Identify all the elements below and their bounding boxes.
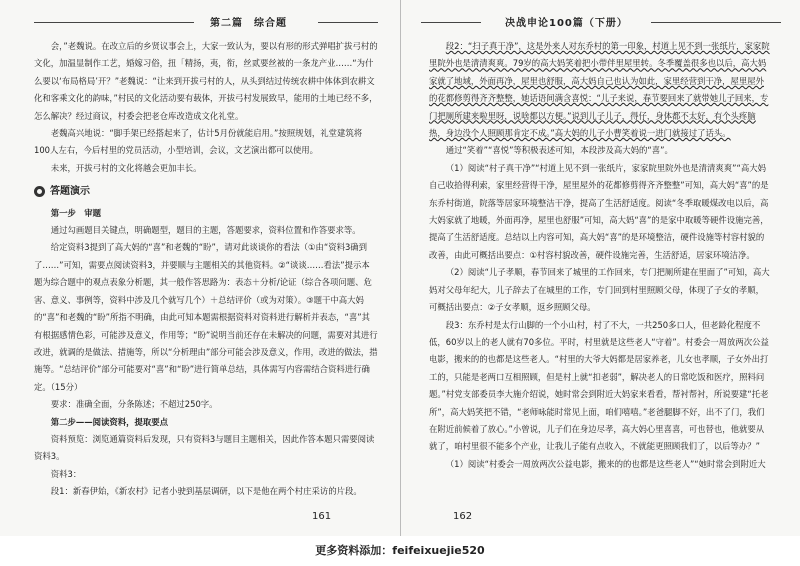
- section-heading: [34, 183, 378, 200]
- paragraph: 通过勾画题目关键点，明确题型，题目的主题，答题要求，资料位置和作答要求等。: [50, 225, 361, 236]
- paragraph: （2）阅读“儿子孝顺，春节回来了城里的工作回来，专门把厕所建在里面了”可知，高大妈对父母年纪大，儿子辞去了在城里的工作，专门回到村里照顾父母，体现了子女的孝顺，可概括出要点：②子女孝顺，返乡照顾父母。: [429, 267, 770, 313]
- paragraph: 段1：新春伊始，《新农村》记者小驶到基层调研，以下是他在两个村庄采访的片段。: [50, 486, 362, 497]
- section-title: 答题演示: [50, 186, 90, 198]
- left-header-rule: [34, 22, 194, 23]
- step-label: 第二步——阅读资料，提取要点: [50, 416, 169, 427]
- left-running-header: 第二篇 综合题: [210, 18, 287, 29]
- bullet-circle-icon: [34, 186, 45, 197]
- paragraph: 要求：准确全面，分条陈述；不超过250字。: [50, 399, 218, 410]
- page-number: 161: [312, 511, 332, 522]
- right-header-rule: [651, 22, 781, 23]
- paragraph: 资料预览：浏览通篇资料后发现，只有资料3与题目主题相关，因此作答本题只需要阅读资料3。: [34, 433, 375, 462]
- paragraph: 给定资料3提到了高大妈的“喜”和老魏的“盼”，请对此谈谈你的看法（①由“资料3确到了……”可知，需要点阅读资料3，并要顺与主题相关的其他资料。②“谈谈……看法”提示本题为综合题中的观点表象分析题，其一般作答思路为：表态＋分析/论证（综合各项问题、危害、意义、事例等，资料中涉及几个就写几个）＋总结评价（或为对策）。③题干中高大妈的“喜”和老魏的“盼”所指不明确，由此可知本题需根据资料对资料进行解析并表态，“喜”其有根据感情色彩，可能涉及意义，作用等；“盼”说明当前还存在未解决的问题，需要对其进行改进，就调的是做法、措施等，所以“分析理由”部分可能会涉及意义，作用，改进的做法，措施等。“总结评价”部分可能要对“喜”和“盼”进行简单总结，具体需写内容需结合资料进行确定。（15分）: [34, 242, 378, 392]
- paragraph: 资料3：: [50, 468, 82, 479]
- paragraph: 会，”老魏说。在改立后的乡贤议事会上，大家一致认为，要以有形的形式弹唱扩拔弓村的文化，加温显制作工艺，婚嫁习俗，扭「精扬，夷，衔，丝贰要丝被的一条龙产业……“为什么要以‘布局格局’开？”老魏说：“让来到开拔弓村的人，从头到结过传统农耕中体体到农耕文化和客乘文化的韵味，”村民的文化活动要有载体，开拔弓村发展致早，能用的土地已经不多，怎么解决？经过商议，村委会把老仓库改造成文化礼堂。: [34, 41, 378, 121]
- left-body: [34, 38, 378, 501]
- paragraph: 未来，开拔弓村的文化将越会更加丰长。: [50, 162, 202, 173]
- footer-note: 更多资料添加：feifeixuejie520: [0, 536, 800, 566]
- paragraph: （1）阅读“村子真干净”“村道上见不到一张纸片，家家院里院外也是清清爽爽”“高大妈自己收拾得利索，家里经营得干净，屋里屋外的花都修剪得齐齐整整”可知，高大妈“喜”的是东乔村街道，院落等居家环境整洁干净，提高了生活舒适度。阅读“冬季取暖煤改电以后，高大妈家就了地暖，外面再净，屋里也舒服”可知，高大妈“喜”的是家中取暖等硬件设施完善，提高了生活舒适度。总结以上内容可知，高大妈“喜”的是环境整洁，硬件设施等村容村貌的改善，由此可概括出要点：①村容村貌改善，硬件设施完善，生活舒适，居家环境洁净。: [429, 162, 769, 260]
- right-body: [429, 38, 771, 473]
- left-header-rule-right: [318, 22, 378, 23]
- right-running-header: 决战申论100篇（下册）: [505, 18, 628, 29]
- right-header-rule-left: [421, 22, 481, 23]
- paragraph: 段2：“扫子真干净”，这是外来人对东乔村的第一印象，村道上见不到一张纸片，家家院里院外也是清清爽爽。79岁的高大妈笑着把小带伴里屋里转。冬季覆盖很多也以后，高大妈家就了地域，外面再净，屋里也舒服，高大妈自己也认为如此，家里经营到干净，屋里屋外的花都修剪得齐齐整整，她话语间满含喜悦：“儿子来说，春节要回来了就带她儿子回来，专门把厕所建来啦里呀，说啥都以方便。”说到儿子儿子，得仔，身体都不太好，有个头疼脑热，身边没个人照顾那肯定不成。”高大妈的儿子小曹笑着说一进门就接过了话头。: [429, 41, 770, 139]
- right-page: [400, 0, 800, 536]
- paragraph: （1）阅读“村委会一周放两次公益电影，搬来的的也都是这些老人”“她时常会到附近大: [445, 458, 766, 469]
- paragraph: 老魏高兴地说：“脚手架已经搭起来了，估计5月份就能启用。”按照规划，礼堂建筑将100人左右，今后村里的党员活动，小型培训，会议，文艺演出都可以使用。: [34, 128, 363, 156]
- step-label: 第一步 审题: [50, 207, 102, 218]
- paragraph: 段3：东乔村是太行山脚的一个小山村，村了不大，一共250多口人，但老龄化程度不低，60岁以上的老人就有70多位。平时，村里就是这些老人“守着”。村委会一周放两次公益电影，搬来的的也都是这些老人。“村里的大爷大妈都是居家养老，儿女也孝顺，子女外出打工的，只能是老两口互相照顾，但是村上就“扣老弱”，解决老人的日常吃饭和医疗，照料问题。”村党支部委员李大施介绍说，她时常会到附近大妈家来看看，帮衬帮衬，所说要建“托老所”，高大妈笑把不错，“老师咏能时常见上面，咱们嘻嘻。”老爸腿脚不好，出不了门，我们在附近前候着了放心。”小曾说，儿子们在身边尽孝，高大妈心里喜喜，可也替也，他就要从就了，咱村里很不能多个产业，让我儿子能有点收入，不就能更照顾我们了，以后等办？”: [429, 319, 769, 452]
- left-page: [0, 0, 400, 536]
- page-number: 162: [453, 511, 473, 522]
- paragraph: 通过“笑着”“喜悦”等积极表述可知，本段涉及高大妈的“喜”。: [445, 145, 673, 156]
